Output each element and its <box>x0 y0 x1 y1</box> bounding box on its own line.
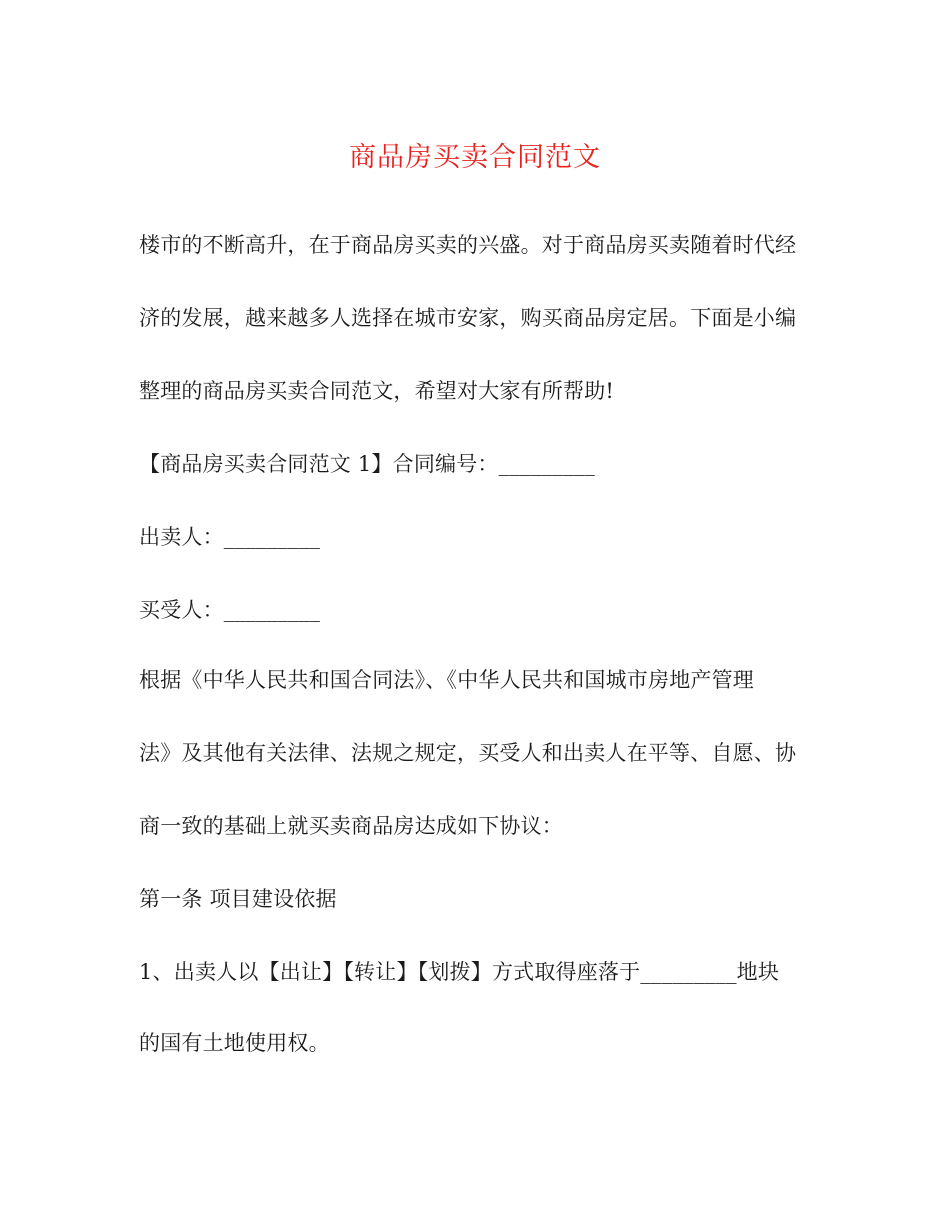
basis-line-3: 商一致的基础上就买卖商品房达成如下协议： <box>139 814 563 838</box>
buyer-line: 买受人：_________ <box>139 598 321 622</box>
basis-line-1: 根据《中华人民共和国合同法》、《中华人民共和国城市房地产管理 <box>139 668 754 692</box>
intro-line-2: 济的发展，越来越多人选择在城市安家，购买商品房定居。下面是小编 <box>139 306 797 330</box>
article-heading: 第一条 项目建设依据 <box>139 887 337 911</box>
basis-line-2: 法》及其他有关法律、法规之规定，买受人和出卖人在平等、自愿、协 <box>139 741 797 765</box>
document-title: 商品房买卖合同范文 <box>349 142 601 173</box>
intro-line-1: 楼市的不断高升，在于商品房买卖的兴盛。对于商品房买卖随着时代经 <box>139 233 797 257</box>
contract-number-line: 【商品房买卖合同范文 1】合同编号：_________ <box>139 452 595 476</box>
seller-line: 出卖人：_________ <box>139 525 321 549</box>
clause-line-1: 1、出卖人以【出让】【转让】【划拨】方式取得座落于_________地块 <box>139 960 780 984</box>
intro-line-3: 整理的商品房买卖合同范文，希望对大家有所帮助! <box>139 379 615 403</box>
clause-line-2: 的国有土地使用权。 <box>139 1031 330 1055</box>
